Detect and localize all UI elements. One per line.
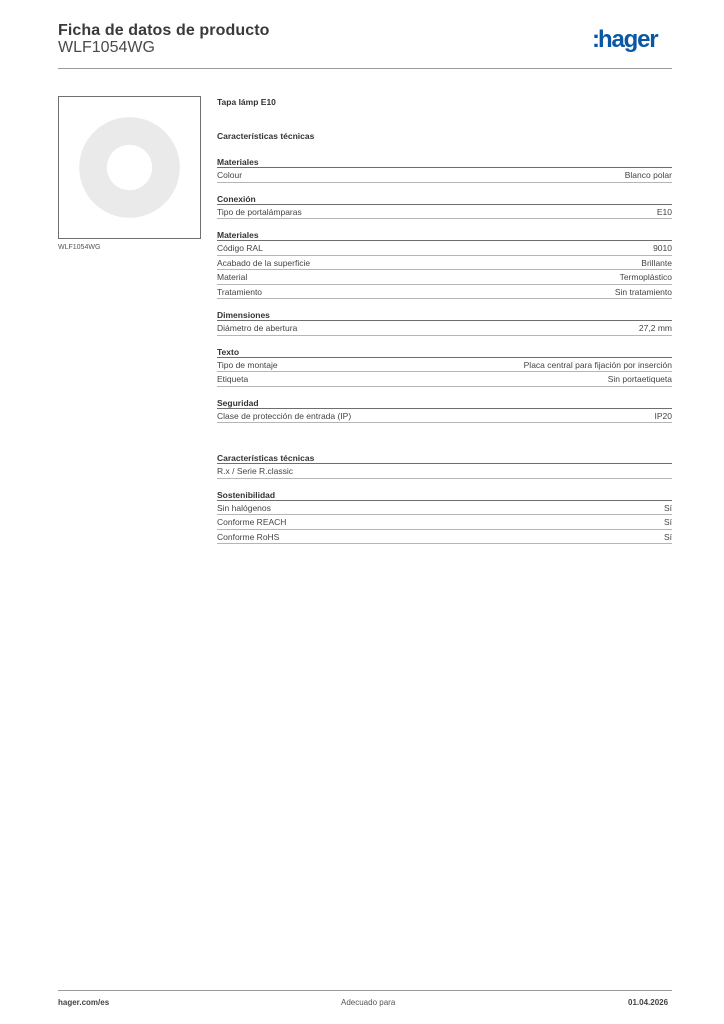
spec-section-materiales-2	[217, 229, 672, 299]
header-divider	[58, 68, 672, 69]
spec-section-caracteristicas	[217, 452, 672, 479]
spec-value: Sin portaetiqueta	[607, 374, 672, 384]
product-name: Tapa lámp E10	[217, 97, 276, 107]
section-title: Características técnicas	[217, 452, 672, 464]
spec-row	[217, 270, 672, 285]
spec-value: Blanco polar	[624, 170, 672, 180]
spec-value: Termoplástico	[619, 272, 672, 282]
spec-label: Tipo de portalámparas	[217, 206, 302, 217]
section-title: Seguridad	[217, 397, 672, 409]
product-image	[58, 96, 201, 239]
spec-label: Conforme RoHS	[217, 531, 280, 542]
spec-row	[217, 358, 672, 373]
spec-label: Acabado de la superficie	[217, 257, 311, 268]
tech-characteristics-heading: Características técnicas	[217, 131, 315, 141]
section-title: Conexión	[217, 193, 672, 205]
logo-mark: :	[592, 26, 598, 53]
spec-row	[217, 168, 672, 183]
spec-label: R.x / Serie R.classic	[217, 466, 294, 476]
spec-value: 9010	[653, 243, 672, 253]
spec-label: Diámetro de abertura	[217, 323, 298, 333]
spec-row	[217, 256, 672, 271]
spec-row	[217, 285, 672, 300]
spec-section-seguridad	[217, 397, 672, 424]
spec-value: Brillante	[641, 257, 672, 268]
spec-value: 27,2 mm	[638, 323, 672, 333]
spec-section-materiales	[217, 156, 672, 183]
spec-label: Tratamiento	[217, 286, 263, 297]
spec-label: Código RAL	[217, 243, 263, 253]
spec-sheet	[217, 96, 672, 544]
spec-value: Sí	[663, 502, 672, 513]
section-title: Materiales	[217, 229, 672, 241]
lamp-cover-ring-image	[59, 97, 200, 238]
footer-date: 01.04.2026	[628, 998, 669, 1007]
spec-label: Material	[217, 272, 248, 282]
spec-row	[217, 464, 672, 479]
spec-label: Colour	[217, 170, 243, 180]
spec-value: E10	[656, 206, 672, 217]
image-caption: WLF1054WG	[58, 244, 101, 251]
logo-text: hager	[598, 26, 658, 53]
spec-label: Conforme REACH	[217, 517, 287, 527]
spec-value: Sí	[663, 531, 672, 542]
footer-divider	[58, 990, 672, 991]
hager-logo	[592, 26, 657, 54]
spec-label: Tipo de montaje	[217, 359, 278, 370]
spec-row	[217, 501, 672, 516]
spec-label: Clase de protección de entrada (IP)	[217, 410, 352, 421]
section-title: Dimensiones	[217, 309, 672, 321]
spec-value: Sin tratamiento	[614, 286, 672, 297]
spec-value: Sí	[663, 517, 672, 527]
spec-row	[217, 515, 672, 530]
spec-row	[217, 205, 672, 220]
spec-value: Placa central para fijación por inserción	[523, 359, 672, 370]
section-title: Texto	[217, 346, 672, 358]
section-title: Sostenibilidad	[217, 489, 672, 501]
spec-row	[217, 372, 672, 387]
spec-section-conexion	[217, 193, 672, 220]
spec-label: Sin halógenos	[217, 502, 271, 513]
spec-value: IP20	[654, 410, 672, 421]
spec-row	[217, 530, 672, 545]
document-title: Ficha de datos de producto	[58, 22, 270, 39]
spec-section-sostenibilidad	[217, 489, 672, 545]
spec-row	[217, 321, 672, 336]
spec-row	[217, 241, 672, 256]
section-title: Materiales	[217, 156, 672, 168]
spec-section-dimensiones	[217, 309, 672, 336]
footer-website: hager.com/es	[58, 998, 110, 1007]
spec-row	[217, 409, 672, 424]
spec-label: Etiqueta	[217, 374, 249, 384]
product-reference: WLF1054WG	[58, 39, 155, 56]
spec-section-texto	[217, 346, 672, 387]
footer-suitable-for: Adecuado para	[341, 998, 396, 1007]
